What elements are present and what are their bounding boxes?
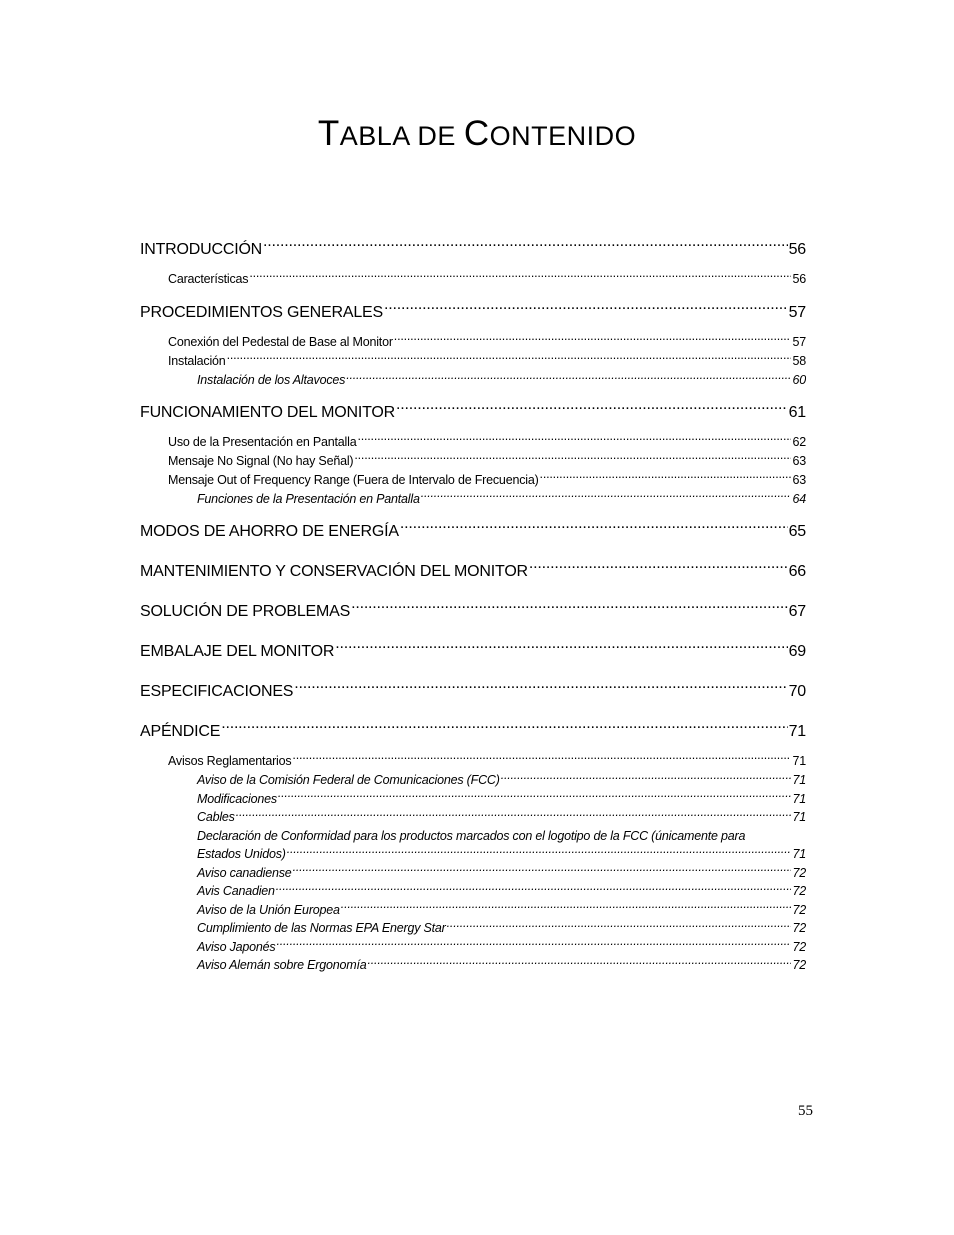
toc-entry-page: 71 (792, 810, 806, 824)
toc-entry-page: 71 (788, 723, 806, 740)
toc-entry-page: 61 (788, 403, 806, 421)
dot-leader (354, 452, 791, 465)
toc-entry-level-2[interactable] (140, 752, 806, 771)
toc-entry-page: 63 (792, 453, 806, 468)
toc-entry-label: ESPECIFICACIONES (140, 683, 294, 700)
toc-entry-label: MODOS DE AHORRO DE ENERGÍA (140, 523, 399, 540)
toc-entry-page: 71 (792, 773, 806, 787)
toc-entry-page: 57 (792, 335, 806, 349)
toc-entry-page: 72 (792, 902, 806, 917)
toc-entry-level-3[interactable] (140, 938, 806, 957)
toc-entry-level-3[interactable] (140, 808, 806, 827)
toc-entry-page: 72 (792, 884, 806, 898)
dot-leader (287, 846, 792, 859)
dot-leader (236, 809, 792, 822)
toc-entry-page: 71 (792, 791, 806, 806)
dot-leader (293, 864, 792, 877)
dot-leader (249, 271, 791, 284)
dot-leader (447, 920, 792, 933)
toc-entry-label: Aviso de la Unión Europea (197, 902, 340, 917)
dot-leader (227, 353, 792, 366)
dot-leader (292, 753, 791, 766)
toc-entry-wrapped[interactable] (140, 827, 806, 846)
toc-entry-level-1[interactable] (140, 401, 806, 425)
toc-entry-page: 72 (792, 958, 806, 972)
toc-entry-label: APÉNDICE (140, 723, 221, 740)
toc-entry-label: Aviso canadiense (197, 865, 292, 880)
toc-entry-level-1[interactable] (140, 720, 806, 744)
toc-entry-page: 66 (788, 563, 806, 580)
dot-leader (278, 790, 792, 803)
toc-entry-page: 64 (792, 491, 806, 506)
dot-leader (400, 520, 788, 536)
dot-leader (384, 301, 788, 317)
dot-leader (421, 490, 792, 503)
table-of-contents (140, 238, 806, 975)
toc-entry-level-1[interactable] (140, 640, 806, 664)
toc-entry-label: Conexión del Pedestal de Base al Monitor (168, 335, 393, 349)
dot-leader (396, 401, 788, 417)
dot-leader (501, 772, 792, 785)
toc-entry-page: 57 (788, 304, 806, 321)
toc-entry-label: SOLUCIÓN DE PROBLEMAS (140, 603, 351, 620)
toc-entry-label: Avisos Reglamentarios (168, 754, 292, 768)
dot-leader (368, 957, 792, 970)
toc-entry-level-1[interactable] (140, 301, 806, 325)
toc-entry-level-1[interactable] (140, 680, 806, 704)
toc-entry-level-2[interactable] (140, 333, 806, 352)
toc-entry-page: 56 (792, 272, 806, 286)
toc-entry-page: 70 (788, 683, 806, 700)
toc-entry-label: PROCEDIMIENTOS GENERALES (140, 304, 383, 321)
toc-entry-label: INTRODUCCIÓN (140, 241, 263, 258)
toc-entry-label: Aviso Alemán sobre Ergonomía (197, 958, 367, 972)
toc-entry-page: 63 (792, 472, 806, 487)
toc-entry-level-1[interactable] (140, 520, 806, 544)
toc-entry-label: MANTENIMIENTO Y CONSERVACIÓN DEL MONITOR (140, 563, 528, 580)
toc-entry-label: Uso de la Presentación en Pantalla (168, 434, 357, 449)
toc-entry-label: Avis Canadien (197, 884, 275, 898)
toc-entry-page: 72 (792, 921, 806, 935)
toc-entry-page: 69 (788, 643, 806, 660)
toc-entry-label: Mensaje Out of Frequency Range (Fuera de Intervalo de Frecuencia) (168, 472, 539, 487)
toc-entry-level-3[interactable] (140, 901, 806, 920)
toc-entry-label: Aviso Japonés (197, 939, 276, 954)
toc-entry-level-3[interactable] (140, 864, 806, 883)
dot-leader (294, 680, 787, 696)
toc-entry-level-2[interactable] (140, 452, 806, 471)
toc-entry-page: 58 (792, 354, 806, 368)
toc-entry-page: 60 (792, 373, 806, 387)
toc-entry-level-3[interactable] (140, 771, 806, 790)
page-title: TABLA DE CONTENIDO (317, 114, 637, 153)
toc-entry-level-2[interactable] (140, 270, 806, 289)
toc-entry-label: Cumplimiento de las Normas EPA Energy Star (197, 921, 446, 935)
toc-entry-level-3[interactable] (140, 490, 806, 509)
toc-entry-level-1[interactable] (140, 238, 806, 262)
toc-entry-label: Estados Unidos) (197, 847, 286, 861)
toc-entry-page: 62 (792, 434, 806, 449)
dot-leader (221, 720, 787, 736)
toc-entry-label: Mensaje No Signal (No hay Señal) (168, 453, 354, 468)
toc-entry-page: 56 (788, 241, 806, 258)
dot-leader (263, 238, 788, 254)
page-number: 55 (798, 1103, 813, 1119)
toc-entry-level-3[interactable] (140, 845, 806, 864)
toc-entry-level-1[interactable] (140, 560, 806, 584)
dot-leader (540, 471, 792, 484)
toc-entry-level-3[interactable] (140, 371, 806, 390)
toc-entry-label: Declaración de Conformidad para los productos marcados con el logotipo de la FCC (únicamente para (197, 828, 746, 843)
toc-entry-label: Funciones de la Presentación en Pantalla (197, 491, 420, 506)
dot-leader (529, 560, 788, 576)
toc-entry-level-2[interactable] (140, 471, 806, 490)
toc-entry-page: 65 (788, 523, 806, 540)
toc-entry-label: FUNCIONAMIENTO DEL MONITOR (140, 403, 395, 421)
toc-entry-label: Modificaciones (197, 791, 277, 806)
toc-entry-level-2[interactable] (140, 433, 806, 452)
dot-leader (276, 938, 791, 951)
toc-entry-page: 67 (788, 603, 806, 620)
toc-entry-label: Aviso de la Comisión Federal de Comunicaciones (FCC) (197, 773, 500, 787)
toc-entry-label: Instalación (168, 354, 226, 368)
toc-entry-level-2[interactable] (140, 352, 806, 371)
toc-entry-label: Cables (197, 810, 235, 824)
toc-entry-page: 72 (792, 939, 806, 954)
toc-entry-level-3[interactable] (140, 919, 806, 938)
toc-entry-page: 71 (792, 847, 806, 861)
dot-leader (357, 433, 791, 446)
dot-leader (341, 901, 792, 914)
toc-entry-label: Instalación de los Altavoces (197, 373, 346, 387)
toc-entry-label: Características (168, 272, 249, 286)
dot-leader (276, 883, 792, 896)
toc-entry-label: EMBALAJE DEL MONITOR (140, 643, 335, 660)
toc-entry-page: 72 (792, 865, 806, 880)
dot-leader (351, 600, 788, 616)
toc-entry-level-3[interactable] (140, 790, 806, 809)
toc-entry-level-3[interactable] (140, 956, 806, 975)
dot-leader (346, 372, 791, 385)
dot-leader (335, 640, 787, 656)
toc-entry-page: 71 (792, 754, 806, 768)
toc-entry-level-1[interactable] (140, 600, 806, 624)
toc-entry-level-3[interactable] (140, 882, 806, 901)
dot-leader (394, 334, 792, 347)
